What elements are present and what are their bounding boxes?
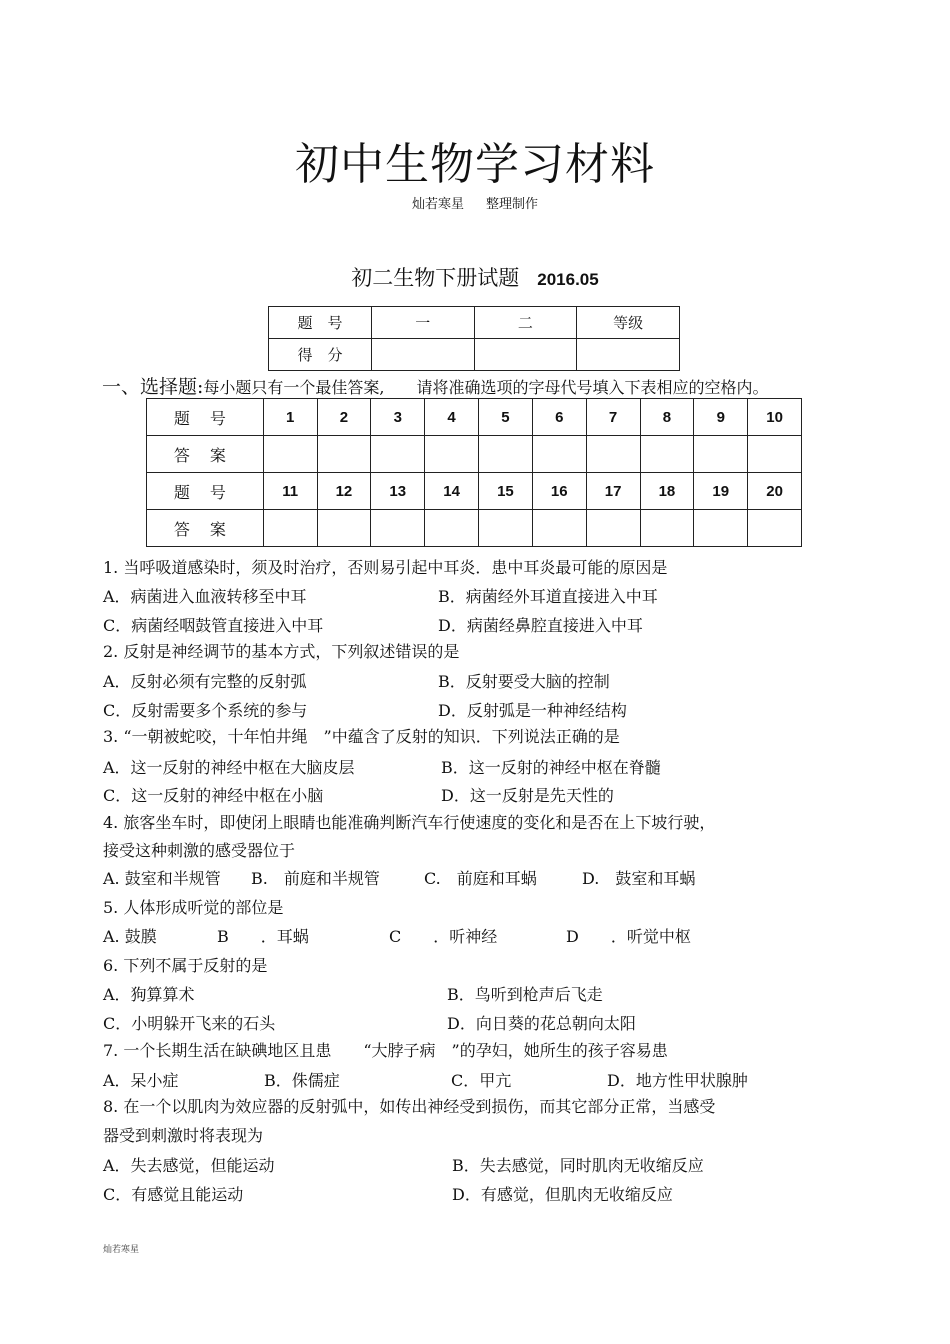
answer-table-number-row: [147, 399, 802, 436]
question-number: 14: [425, 473, 479, 510]
exam-title-text: 初二生物下册试题: [351, 266, 520, 290]
answer-cell[interactable]: [263, 436, 317, 473]
page-title: 初中生物学习材料: [295, 139, 655, 190]
answer-cell[interactable]: [371, 510, 425, 547]
answer-cell[interactable]: [586, 436, 640, 473]
option-c: C ．听神经: [389, 927, 498, 946]
author-role: 整理制作: [486, 197, 539, 212]
answer-cell[interactable]: [748, 510, 802, 547]
option-c: C. 前庭和耳蜗: [424, 869, 537, 888]
question-stem: 3. “一朝被蛇咬，十年怕井绳 ”中蕴含了反射的知识．下列说法正确的是: [103, 727, 620, 746]
option-d: D．病菌经鼻腔直接进入中耳: [438, 616, 643, 635]
answer-cell[interactable]: [532, 436, 586, 473]
question-number: 7: [586, 399, 640, 436]
option-a: A．狗算算术: [103, 985, 195, 1004]
option-d: D. 鼓室和耳蜗: [582, 869, 696, 888]
option-c: C．甲亢: [451, 1071, 512, 1090]
answer-cell[interactable]: [425, 436, 479, 473]
option-c: C．病菌经咽鼓管直接进入中耳: [103, 616, 324, 635]
answer-cell[interactable]: [425, 510, 479, 547]
section-heading: [102, 372, 769, 399]
question-number: 4: [425, 399, 479, 436]
question-number: 6: [532, 399, 586, 436]
option-b: B．侏儒症: [264, 1071, 340, 1090]
answer-cell[interactable]: [694, 436, 748, 473]
option-a: A. 鼓室和半规管: [103, 869, 221, 888]
score-table: [268, 306, 680, 371]
option-b: B. 前庭和半规管: [251, 869, 380, 888]
question-number: 18: [640, 473, 694, 510]
option-b: B．病菌经外耳道直接进入中耳: [438, 587, 658, 606]
question-stem: 6. 下列不属于反射的是: [103, 956, 268, 975]
question-stem-continued: 器受到刺激时将表现为: [103, 1126, 264, 1145]
option-a: A．呆小症: [103, 1071, 179, 1090]
option-d: D．这一反射是先天性的: [441, 786, 614, 805]
question-number: 20: [748, 473, 802, 510]
number-row-label: 题号: [147, 473, 264, 510]
answer-cell[interactable]: [263, 510, 317, 547]
score-input-part1[interactable]: [371, 339, 474, 371]
option-c: C．反射需要多个系统的参与: [103, 701, 308, 720]
question-number: 17: [586, 473, 640, 510]
number-row-label: 题号: [147, 399, 264, 436]
answer-cell[interactable]: [371, 436, 425, 473]
question-number: 10: [748, 399, 802, 436]
answer-cell[interactable]: [640, 510, 694, 547]
section-instruction: 每小题只有一个最佳答案, 请将准确选项的字母代号填入下表相应的空格内。: [203, 378, 769, 397]
option-d: D．有感觉，但肌肉无收缩反应: [452, 1185, 673, 1204]
option-c: C．这一反射的神经中枢在小脑: [103, 786, 324, 805]
answer-row-label: 答案: [147, 436, 264, 473]
answer-table-number-row: [147, 473, 802, 510]
option-a: A．这一反射的神经中枢在大脑皮层: [103, 758, 355, 777]
author-name: 灿若寒星: [411, 197, 464, 212]
option-a: A. 鼓膜: [103, 927, 157, 946]
option-a: A．反射必须有完整的反射弧: [103, 672, 307, 691]
question-stem: 1. 当呼吸道感染时，须及时治疗，否则易引起中耳炎．患中耳炎最可能的原因是: [103, 558, 668, 577]
option-d: D ．听觉中枢: [566, 927, 691, 946]
option-d: D．地方性甲状腺肿: [607, 1071, 748, 1090]
option-b: B．这一反射的神经中枢在脊髓: [441, 758, 661, 777]
answer-cell[interactable]: [640, 436, 694, 473]
score-cell-label: 题 号: [269, 307, 372, 339]
score-input-part2[interactable]: [474, 339, 577, 371]
question-number: 16: [532, 473, 586, 510]
answer-cell[interactable]: [317, 436, 371, 473]
page-footer: 灿若寒星: [103, 1245, 140, 1255]
question-number: 5: [479, 399, 533, 436]
option-b: B．鸟听到枪声后飞走: [447, 985, 603, 1004]
score-cell-part2: 二: [474, 307, 577, 339]
answer-cell[interactable]: [317, 510, 371, 547]
score-cell-grade: 等级: [577, 307, 680, 339]
answer-table-answer-row: [147, 436, 802, 473]
option-b: B．失去感觉，同时肌肉无收缩反应: [452, 1156, 704, 1175]
answer-cell[interactable]: [532, 510, 586, 547]
option-c: C．有感觉且能运动: [103, 1185, 244, 1204]
question-number: 2: [317, 399, 371, 436]
option-a: A．失去感觉，但能运动: [103, 1156, 275, 1175]
question-number: 1: [263, 399, 317, 436]
question-stem: 7. 一个长期生活在缺碘地区且患 “大脖子病 ”的孕妇，她所生的孩子容易患: [103, 1041, 668, 1060]
question-number: 12: [317, 473, 371, 510]
answer-cell[interactable]: [748, 436, 802, 473]
option-b: B．反射要受大脑的控制: [438, 672, 610, 691]
answer-table-answer-row: [147, 510, 802, 547]
question-number: 13: [371, 473, 425, 510]
option-c: C．小明躲开飞来的石头: [103, 1014, 276, 1033]
answer-table: [146, 398, 802, 547]
question-stem: 4. 旅客坐车时，即使闭上眼睛也能准确判断汽车行使速度的变化和是否在上下坡行驶，: [103, 813, 716, 832]
answer-cell[interactable]: [479, 436, 533, 473]
question-stem-continued: 接受这种刺激的感受器位于: [103, 841, 296, 860]
score-input-grade[interactable]: [577, 339, 680, 371]
option-a: A．病菌进入血液转移至中耳: [103, 587, 307, 606]
answer-row-label: 答案: [147, 510, 264, 547]
answer-cell[interactable]: [479, 510, 533, 547]
option-b: B ．耳蜗: [217, 927, 309, 946]
option-d: D．反射弧是一种神经结构: [438, 701, 627, 720]
question-stem: 5. 人体形成听觉的部位是: [103, 898, 284, 917]
answer-cell[interactable]: [586, 510, 640, 547]
question-number: 9: [694, 399, 748, 436]
answer-cell[interactable]: [694, 510, 748, 547]
score-table-header-row: [269, 307, 680, 339]
question-number: 15: [479, 473, 533, 510]
score-row-label: 得 分: [269, 339, 372, 371]
question-number: 11: [263, 473, 317, 510]
question-stem: 8. 在一个以肌肉为效应器的反射弧中，如传出神经受到损伤，而其它部分正常，当感受: [103, 1097, 716, 1116]
question-number: 3: [371, 399, 425, 436]
author-line: [0, 193, 950, 212]
question-number: 8: [640, 399, 694, 436]
question-stem: 2. 反射是神经调节的基本方式，下列叙述错误的是: [103, 642, 460, 661]
section-title: 一、选择题:: [102, 376, 204, 398]
question-number: 19: [694, 473, 748, 510]
exam-date: 2016.05: [537, 270, 599, 289]
score-table-score-row: [269, 339, 680, 371]
score-cell-part1: 一: [371, 307, 474, 339]
exam-title: [0, 262, 950, 292]
option-d: D．向日葵的花总朝向太阳: [447, 1014, 636, 1033]
